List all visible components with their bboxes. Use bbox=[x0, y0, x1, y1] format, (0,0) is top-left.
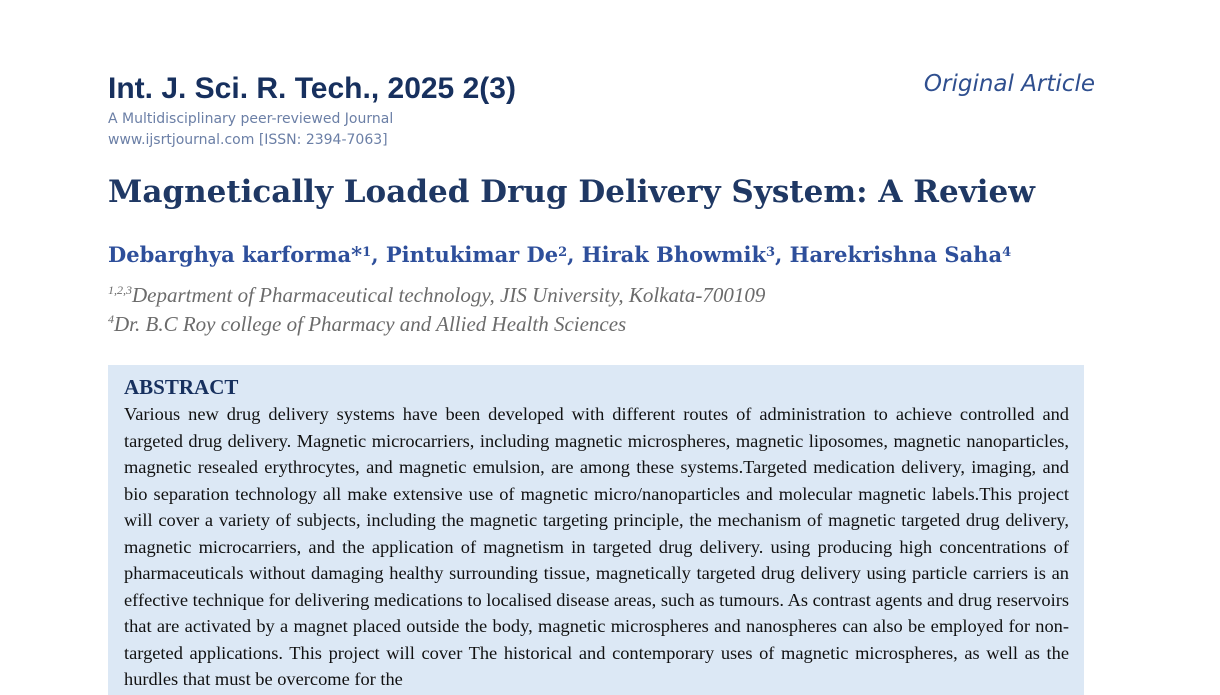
author-name[interactable]: Debarghya karforma* bbox=[108, 242, 363, 267]
journal-title: Int. J. Sci. R. Tech., 2025 2(3) bbox=[108, 72, 516, 105]
affiliation-line bbox=[108, 312, 626, 337]
author-affiliation-mark: 4 bbox=[1002, 245, 1012, 260]
affiliation-text: Department of Pharmaceutical technology, JIS University, Kolkata-700109 bbox=[132, 283, 766, 307]
abstract-heading: ABSTRACT bbox=[124, 375, 239, 399]
author-name[interactable]: Hirak Bhowmik bbox=[581, 242, 766, 267]
abstract-section bbox=[108, 365, 1084, 695]
affiliation-mark: 4 bbox=[108, 312, 114, 326]
author-list bbox=[108, 242, 1011, 267]
author-name[interactable]: Pintukimar De bbox=[385, 242, 559, 267]
author-separator: , bbox=[775, 242, 790, 267]
journal-website-link[interactable]: www.ijsrtjournal.com [ISSN: 2394-7063] bbox=[108, 132, 388, 148]
author-name[interactable]: Harekrishna Saha bbox=[789, 242, 1003, 267]
author-affiliation-mark: 1 bbox=[362, 245, 372, 260]
journal-subtitle: A Multidisciplinary peer-reviewed Journal bbox=[108, 111, 394, 127]
affiliation-text: Dr. B.C Roy college of Pharmacy and Allied Health Sciences bbox=[114, 312, 627, 336]
author-affiliation-mark: 2 bbox=[558, 245, 568, 260]
affiliation-mark: 1,2,3 bbox=[108, 283, 132, 297]
author-separator: , bbox=[567, 242, 582, 267]
abstract-text: Various new drug delivery systems have been developed with different routes of administration to achieve controlled and targeted drug delivery. Magnetic microcarriers, including magnetic microspheres, magnetic liposomes, magnetic nanoparticles, magnetic resealed erythrocytes, and magnetic emulsion, are among these systems.Targeted medication delivery, imaging, and bio separation technology all make extensive use of magnetic micro/nanoparticles and molecular magnetic labels.This project will cover a variety of subjects, including the magnetic targeting principle, the mechanism of magnetic targeted drug delivery, magnetic microcarriers, and the application of magnetism in targeted drug delivery. using producing high concentrations of pharmaceuticals without damaging healthy surrounding tissue, magnetically targeted drug delivery using particle carriers is an effective technique for delivering medications to localised disease areas, such as tumours. As contrast agents and drug reservoirs that are activated by a magnet placed outside the body, magnetic microspheres and nanospheres can also be employed for non-targeted applications. This project will cover The historical and contemporary uses of magnetic microspheres, as well as the hurdles that must be overcome for the bbox=[124, 404, 1069, 689]
author-separator: , bbox=[371, 242, 386, 267]
affiliation-line bbox=[108, 283, 765, 308]
paper-title: Magnetically Loaded Drug Delivery System: A Review bbox=[108, 174, 1035, 210]
author-affiliation-mark: 3 bbox=[766, 245, 776, 260]
article-type-label: Original Article bbox=[923, 71, 1095, 97]
